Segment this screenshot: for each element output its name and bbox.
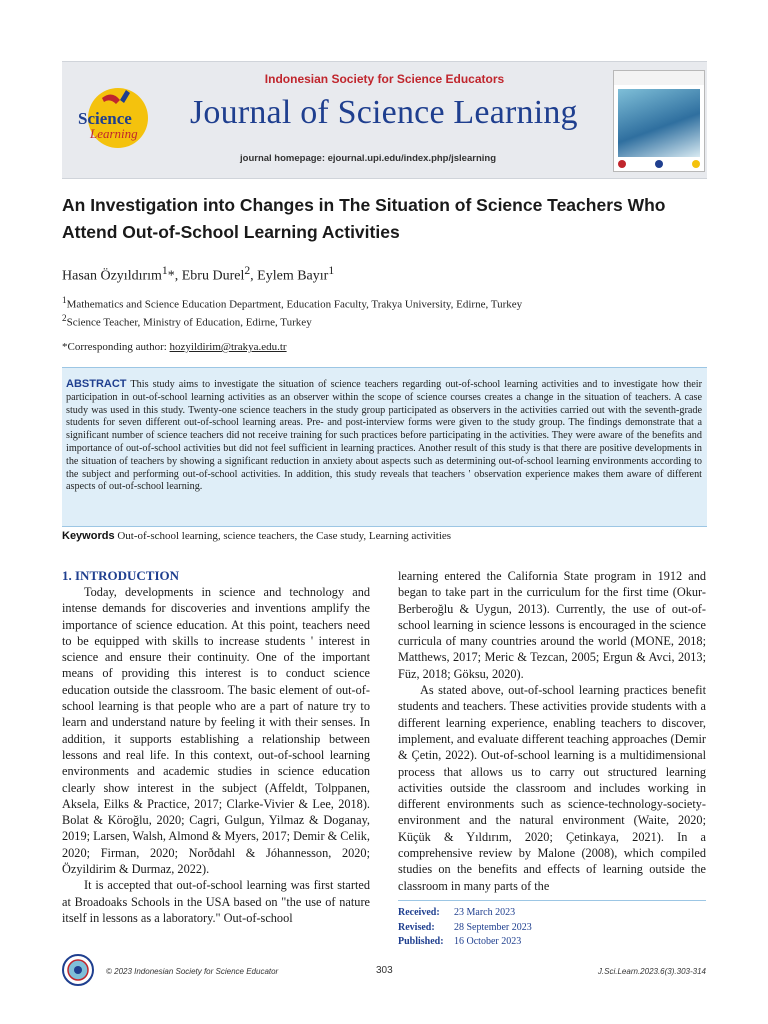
affiliation-text: Mathematics and Science Education Department, Education Faculty, Trakya University, Edirne, Turkey (66, 298, 523, 311)
left-column (62, 584, 370, 926)
journal-cover-thumbnail (613, 70, 705, 172)
author-mark: * (167, 268, 175, 284)
affiliation-sup: 2 (62, 313, 67, 323)
article-dates (398, 906, 532, 950)
date-published: Published: 16 October 2023 (398, 936, 522, 948)
corresponding-author (62, 341, 287, 353)
author-name: Eylem Bayır (257, 268, 329, 284)
right-column (398, 568, 706, 894)
affiliation-1 (62, 295, 522, 311)
keywords (62, 530, 707, 542)
footer-copyright: © 2023 Indonesian Society for Science Educator (106, 967, 279, 976)
cover-logo-icon (692, 160, 700, 168)
paragraph: It is accepted that out-of-school learning was first started at Broadoaks Schools in the USA based on "the use of nature itself in lessons as a laboratory." Out-of-school (62, 878, 370, 925)
cover-header (614, 71, 704, 85)
corresponding-label: *Corresponding author: (62, 341, 170, 353)
cover-logo-icon (655, 160, 663, 168)
affiliation-text: Science Teacher, Ministry of Education, Edirne, Turkey (66, 316, 312, 329)
society-seal-icon (62, 954, 94, 986)
keywords-heading: Keywords (62, 530, 115, 542)
cover-footer-logos (618, 160, 700, 168)
corresponding-email-link[interactable]: hozyildirim@trakya.edu.tr (169, 341, 287, 353)
journal-homepage: journal homepage: ejournal.upi.edu/index.php/jslearning (240, 153, 496, 164)
author-sup: 1 (161, 264, 168, 277)
date-revised: Revised: 28 September 2023 (398, 921, 532, 933)
article-title: An Investigation into Changes in The Situation of Science Teachers Who Attend Out-of-School Learning Activities (62, 195, 666, 242)
author-sup: 2 (244, 264, 251, 277)
affiliation-2 (62, 313, 312, 329)
author-name: Hasan Özyıldırım (62, 268, 162, 284)
abstract-box (62, 367, 707, 527)
dates-divider (398, 900, 706, 901)
abstract-text: This study aims to investigate the situation of science teachers regarding out-of-school learning activities and to investigate how their participation in out-of-school learning activities as an observer within the scope of science courses creates a change in the situation of teachers. A case study was used in this study. Twenty-one science teachers in the study group participated as observers in the activities carried out with the seventh-grade students for seven different out-of-school learning areas. Pre- and post-interview forms were given to the study group. The findings demonstrate that a significant number of science teachers did not receive training for such practices before participating in the activities. They were aware of the benefits and importance of out-of-school activities but did not feel sufficient in learning practices. Another result of this study is that there are positive developments in the situation of teachers by showing a significant reduction in anxiety about aspects such as determining out-of-school learning environments according to the subject and performing out-of-school activities. In addition, this study reveals that teachers ' observation experience makes them aware of different aspects of out-of-school learning. (66, 379, 702, 493)
page-number: 303 (376, 965, 393, 976)
journal-title: Journal of Science Learning (190, 94, 578, 131)
society-name: Indonesian Society for Science Educators (264, 72, 505, 86)
author-name: Ebru Durel (181, 268, 245, 284)
paragraph: As stated above, out-of-school learning practices benefit students and teachers. These activities provide students with a different learning experience, enabling teachers to discover, implement, and evaluate different teaching approaches (Demir & Çetin, 2022). Out-of-school learning is a multidimensional process that allows us to carry out structured learning activities outside the classroom and includes working in different environments such as science-technology-society-environment and the natural environment (Waite, 2020; Küçük & Yıldırım, 2020; Çetinkaya, 2021). In a comprehensive review by Malone (2008), which compiled studies on the benefits and effects of learning outside the classroom in many parts of the (398, 683, 706, 893)
abstract-heading: ABSTRACT (66, 378, 127, 390)
author-list: Hasan Özyıldırım$^1$*, Ebru Durel$^2$, Eylem Bayır$^1$ (62, 264, 335, 284)
date-received: Received: 23 March 2023 (398, 907, 516, 918)
paragraph: Today, developments in science and technology and intense demands for discoveries and inventions amplify the importance of science education. At this point, teachers need to be equipped with skills to increase students ' interest in science and ensure their continuity. One of the important means of providing this interest is to conduct science education outside the classroom. The basic element of out-of-school learning is that people who are a part of nature try to learn and understand nature by feeling it with their senses. In addition, it supports establishing a relationship between lessons and real life. In this context, out-of-school learning environments and academic studies in science education clearly show interest in the subject (Affeldt, Tolppanen, Aksela, Eilks & Practice, 2017; Clarke-Vivier & Lee, 2018). Bolat & Köroğlu, 2020; Cagri, Gulgun, Yilmaz & Doganay, 2019; Larsen, Walsh, Almond & Myers, 2017; Demir & Celik, 2020; Firman, 2020; Norðdahl & Jóhannesson, 2020; Özyildirim & Durmaz, 2022). (62, 585, 370, 877)
section-heading-introduction: 1. INTRODUCTION (62, 568, 180, 583)
science-learning-logo (74, 80, 154, 160)
logo-text-science: Science (78, 109, 132, 128)
affiliation-sup: 1 (62, 295, 67, 305)
cover-image (618, 89, 700, 157)
logo-text-learning: Learning (90, 126, 138, 141)
keywords-text: Out-of-school learning, science teachers, the Case study, Learning activities (117, 530, 452, 542)
paragraph: learning entered the California State program in 1912 and began to take part in the curriculum for the first time (Okur-Berberoğlu & Uygun, 2013). Currently, the use of out-of-school learning in science lessons is encouraged in the science curricula of many countries around the world (MONE, 2018; Matthews, 2017; Meric & Tezcan, 2005; Ergun & Avci, 2013; Füz, 2018; Göksu, 2020). (398, 569, 706, 681)
cover-logo-icon (618, 160, 626, 168)
author-sup: 1 (328, 264, 335, 277)
journal-banner (62, 61, 707, 179)
footer-citation: J.Sci.Learn.2023.6(3).303-314 (597, 967, 706, 976)
